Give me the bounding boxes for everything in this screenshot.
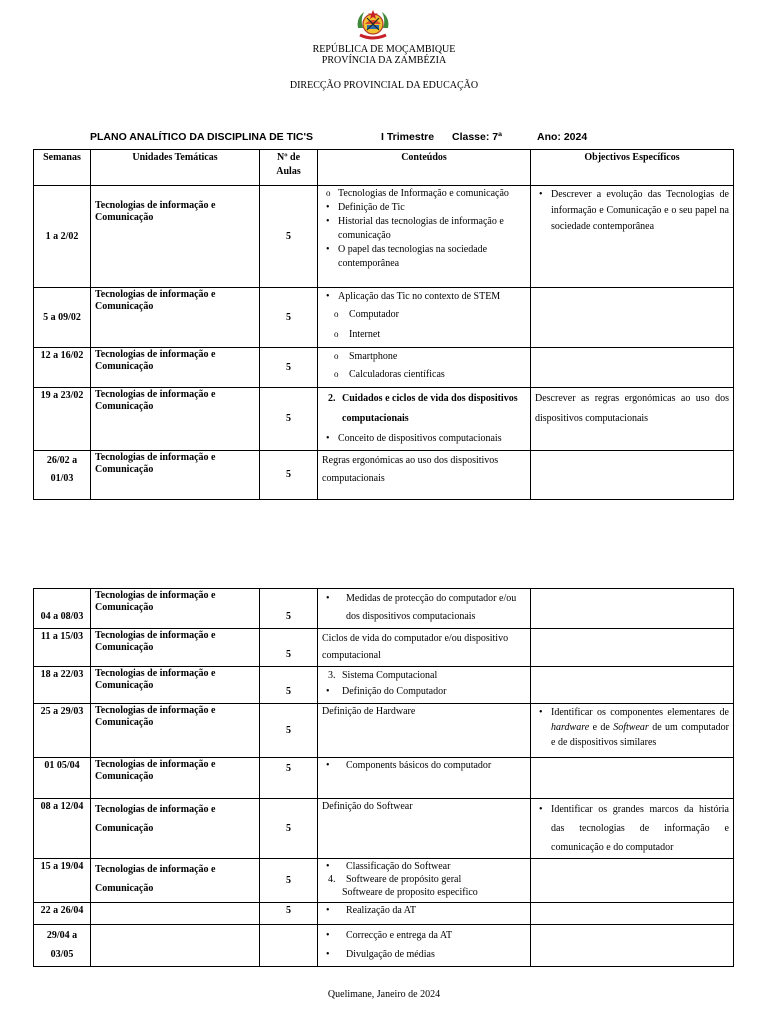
plan-table-part-1 — [33, 149, 734, 500]
table-row — [34, 388, 734, 451]
unit-cell: Tecnologias de informação e Comunicação — [91, 451, 260, 500]
unit-cell — [91, 903, 260, 925]
conteudos-cell: Regras ergonómicas ao uso dos dispositivos computacionais — [318, 451, 531, 500]
semana-cell: 04 a 08/03 — [34, 589, 91, 629]
conteudos-cell — [318, 288, 531, 348]
objectivo-cell — [531, 903, 734, 925]
conteudos-cell — [318, 859, 531, 903]
semana-cell: 15 a 19/04 — [34, 859, 91, 903]
table-row — [34, 589, 734, 629]
ano-label: Ano: 2024 — [537, 131, 588, 143]
aulas-cell: 5 — [260, 589, 318, 629]
conteudos-cell: Ciclos de vida do computador e/ou dispositivo computacional — [318, 629, 531, 667]
objectivo-cell — [531, 451, 734, 500]
col-unidades: Unidades Temáticas — [91, 150, 260, 186]
aulas-cell: 5 — [260, 799, 318, 859]
unit-cell: Tecnologias de informação e Comunicação — [91, 667, 260, 704]
conteudos-cell: Definição de Hardware — [318, 704, 531, 758]
semana-cell: 25 a 29/03 — [34, 704, 91, 758]
plan-title-row — [0, 131, 768, 145]
trimester-label: I Trimestre — [381, 131, 435, 143]
list-item: • Identificar os componentes elementares de hardware e de Softwear de um computador e de dispositivos similares — [535, 705, 729, 750]
table-row — [34, 451, 734, 500]
aulas-cell: 5 — [260, 667, 318, 704]
objectivo-cell — [531, 704, 734, 758]
unit-cell: Tecnologias de informação e Comunicação — [91, 799, 260, 859]
table-row — [34, 348, 734, 388]
aulas-cell: 5 — [260, 758, 318, 799]
table-row — [34, 629, 734, 667]
list-item: o Smartphone — [322, 349, 526, 365]
table-row — [34, 925, 734, 967]
aulas-cell: 5 — [260, 288, 318, 348]
list-item: • O papel das tecnologias na sociedade contemporânea — [322, 243, 526, 271]
unit-cell: Tecnologias de informação e Comunicação — [91, 348, 260, 388]
col-conteudos: Conteúdos — [318, 150, 531, 186]
list-item: • Correcção e entrega da AT — [322, 926, 526, 945]
objectivo-cell — [531, 186, 734, 288]
list-item: • Aplicação das Tic no contexto de STEM — [322, 289, 526, 305]
list-item: • Medidas de protecção do computador e/ou dos dispositivos computacionais — [322, 590, 526, 626]
semana-cell: 22 a 26/04 — [34, 903, 91, 925]
objectivo-cell — [531, 859, 734, 903]
semana-cell: 11 a 15/03 — [34, 629, 91, 667]
plan-table-part-2 — [33, 588, 734, 967]
aulas-cell: 5 — [260, 859, 318, 903]
list-item: • Definição de Tic — [322, 201, 526, 215]
table-header-row — [34, 150, 734, 186]
table-row — [34, 903, 734, 925]
list-item: • Definição do Computador — [322, 683, 526, 701]
unit-cell: Tecnologias de informação e Comunicação — [91, 758, 260, 799]
aulas-cell: 5 — [260, 451, 318, 500]
republic-heading: REPÚBLICA DE MOÇAMBIQUE — [312, 44, 456, 55]
table-row — [34, 799, 734, 859]
table-row — [34, 186, 734, 288]
objectivo-cell — [531, 629, 734, 667]
list-item: o Calculadoras científicas — [322, 365, 526, 385]
place-date-footer: Quelimane, Janeiro de 2024 — [327, 989, 441, 1000]
objectivo-cell: Descrever as regras ergonómicas ao uso dos dispositivos computacionais — [531, 388, 734, 451]
aulas-cell: 5 — [260, 704, 318, 758]
semana-cell: 19 a 23/02 — [34, 388, 91, 451]
list-item: o Internet — [322, 325, 526, 345]
list-item: • Conceito de dispositivos computacionais — [322, 429, 526, 449]
objectivo-cell — [531, 288, 734, 348]
objectivo-cell — [531, 925, 734, 967]
list-item: 4. Softweare de propósito geral — [322, 873, 526, 886]
conteudos-cell — [318, 758, 531, 799]
aulas-cell: 5 — [260, 348, 318, 388]
conteudos-cell — [318, 388, 531, 451]
table-row — [34, 758, 734, 799]
list-item: o Computador — [322, 305, 526, 325]
unit-cell — [91, 925, 260, 967]
objectivo-cell — [531, 589, 734, 629]
unit-cell: Tecnologias de informação e Comunicação — [91, 186, 260, 288]
aulas-cell: 5 — [260, 186, 318, 288]
semana-cell: 08 a 12/04 — [34, 799, 91, 859]
semana-cell: 29/04 a 03/05 — [34, 925, 91, 967]
list-item: 2. Cuidados e ciclos de vida dos dispositivos computacionais — [322, 389, 526, 429]
objectivo-cell — [531, 758, 734, 799]
aulas-cell — [260, 925, 318, 967]
list-item: 3. Sistema Computacional — [322, 668, 526, 683]
unit-cell: Tecnologias de informação e Comunicação — [91, 704, 260, 758]
aulas-cell: 5 — [260, 629, 318, 667]
table-row — [34, 704, 734, 758]
classe-label: Classe: 7ª — [452, 131, 502, 143]
col-objectivos: Objectivos Específicos — [531, 150, 734, 186]
conteudos-cell — [318, 348, 531, 388]
list-item: • Classificação do Softwear — [322, 860, 526, 873]
objectivo-cell — [531, 348, 734, 388]
mozambique-emblem-icon — [354, 8, 392, 42]
unit-cell: Tecnologias de informação e Comunicação — [91, 859, 260, 903]
directorate-heading: DIRECÇÃO PROVINCIAL DA EDUCAÇÃO — [289, 80, 479, 91]
list-item: • Historial das tecnologias de informação e comunicação — [322, 215, 526, 243]
list-item: • Descrever a evolução das Tecnologias de informação e Comunicação e o seu papel na sociedade contemporânea — [535, 187, 729, 235]
conteudos-cell — [318, 925, 531, 967]
semana-cell: 26/02 a 01/03 — [34, 451, 91, 500]
semana-cell: 5 a 09/02 — [34, 288, 91, 348]
semana-cell: 18 a 22/03 — [34, 667, 91, 704]
list-item: • Divulgação de médias — [322, 945, 526, 964]
semana-cell: 01 05/04 — [34, 758, 91, 799]
col-semanas: Semanas — [34, 150, 91, 186]
conteudos-cell — [318, 667, 531, 704]
table-row — [34, 859, 734, 903]
aulas-cell: 5 — [260, 388, 318, 451]
list-item: Softweare de proposito especifico — [342, 887, 478, 898]
plan-title: PLANO ANALÍTICO DA DISCIPLINA DE TIC'S — [90, 131, 313, 143]
list-item: • Components básicos do computador — [322, 759, 526, 773]
province-heading: PROVÍNCIA DA ZAMBÉZIA — [321, 55, 447, 66]
unit-cell: Tecnologias de informação e Comunicação — [91, 589, 260, 629]
semana-cell: 1 a 2/02 — [34, 186, 91, 288]
aulas-cell: 5 — [260, 903, 318, 925]
conteudos-cell — [318, 589, 531, 629]
list-item: o Tecnologias de Informação e comunicação — [322, 187, 526, 201]
col-aulas: Nº de Aulas — [260, 150, 318, 186]
list-item: • Identificar os grandes marcos da história das tecnologias de informação e comunicação e do computador — [535, 800, 729, 857]
table-row — [34, 288, 734, 348]
unit-cell: Tecnologias de informação e Comunicação — [91, 388, 260, 451]
semana-cell: 12 a 16/02 — [34, 348, 91, 388]
unit-cell: Tecnologias de informação e Comunicação — [91, 629, 260, 667]
objectivo-cell — [531, 799, 734, 859]
conteudos-cell — [318, 186, 531, 288]
conteudos-cell: Definição do Softwear — [318, 799, 531, 859]
unit-cell: Tecnologias de informação e Comunicação — [91, 288, 260, 348]
list-item: • Realização da AT — [322, 904, 526, 918]
table-row — [34, 667, 734, 704]
objectivo-cell — [531, 667, 734, 704]
conteudos-cell — [318, 903, 531, 925]
